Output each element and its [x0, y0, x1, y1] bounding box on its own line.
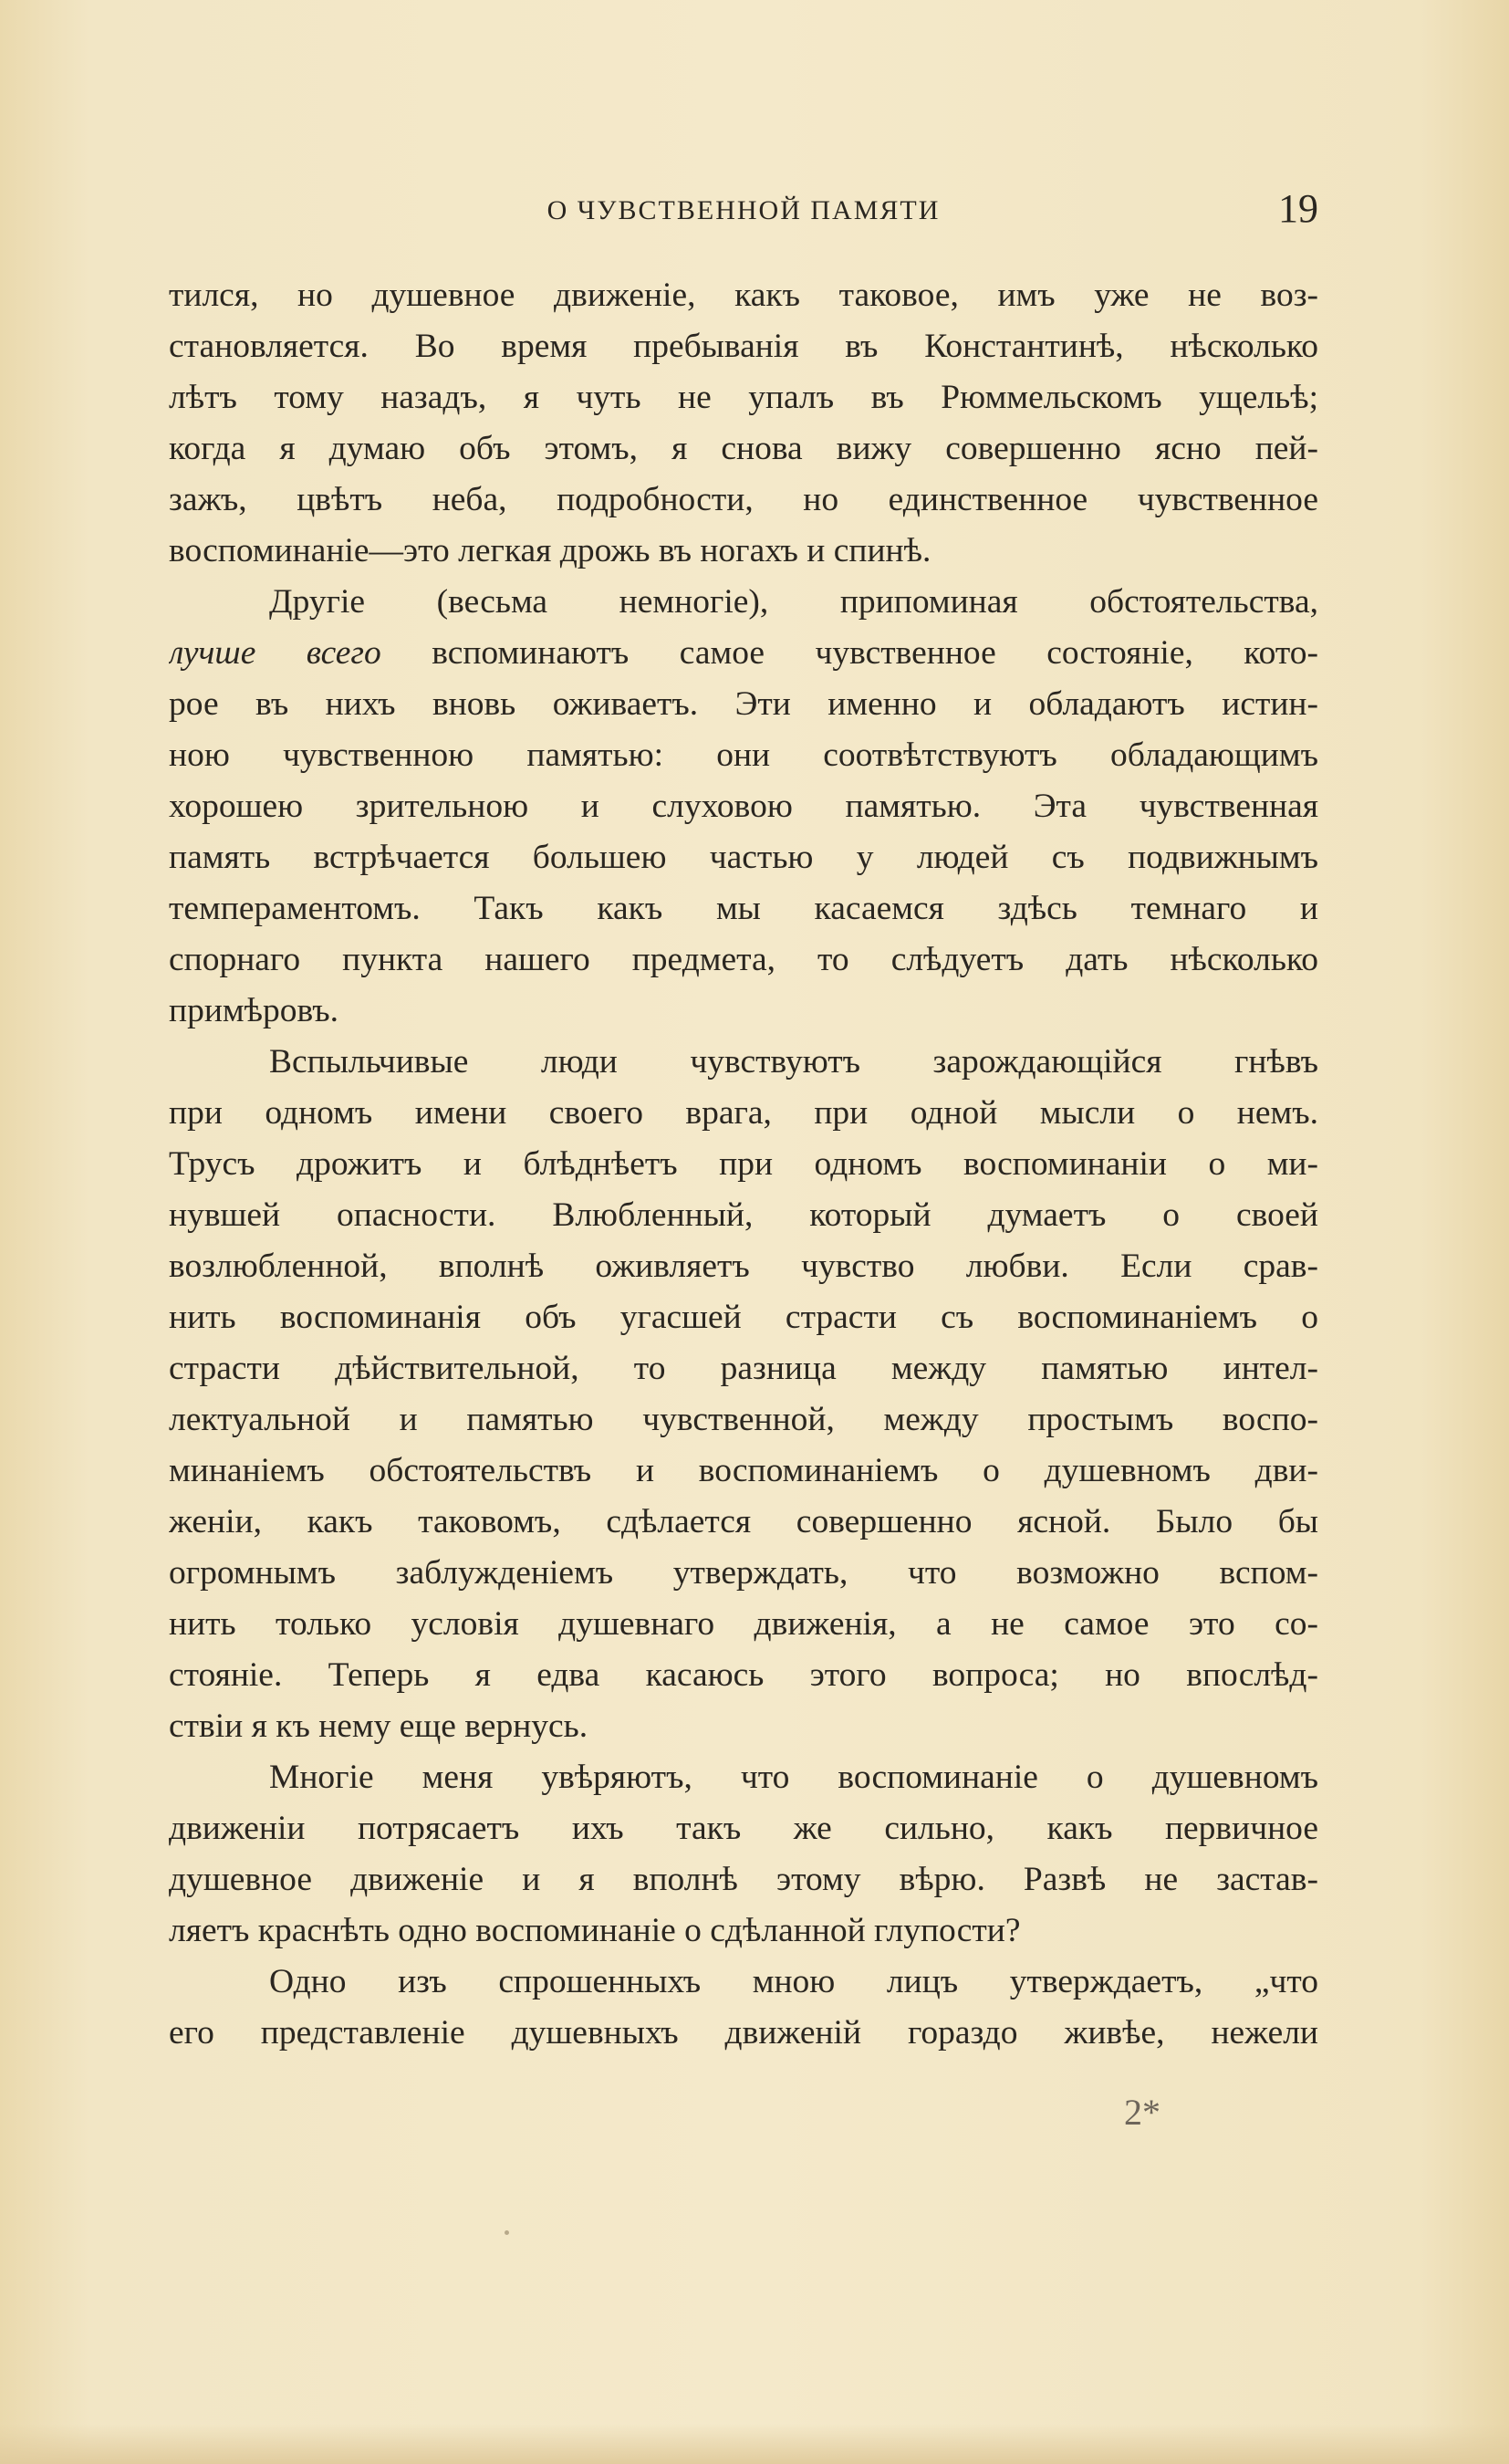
text-line: зажъ, цвѣтъ неба, подробности, но единственное чувственное — [169, 481, 1318, 518]
text-line: нить воспоминанiя объ угасшей страсти съ воспоминанiемъ о — [169, 1299, 1318, 1336]
text-line: тился, но душевное движенiе, какъ таковое, имъ уже не воз- — [169, 277, 1318, 314]
text-line: Одно изъ спрошенныхъ мною лицъ утверждаетъ, „что — [269, 1963, 1318, 2000]
text-line: Трусъ дрожитъ и блѣднѣетъ при одномъ воспоминанiи о ми- — [169, 1145, 1318, 1183]
text-line: его представленiе душевныхъ движенiй гораздо живѣе, нежели — [169, 2014, 1318, 2052]
text-line: при одномъ имени своего врага, при одной мысли о немъ. — [169, 1094, 1318, 1132]
text-line: Другiе (весьма немногiе), припоминая обстоятельства, — [269, 583, 1318, 621]
text-line: страсти дѣйствительной, то разница между памятью интел- — [169, 1350, 1318, 1387]
text-line: возлюбленной, вполнѣ оживляетъ чувство любви. Если срав- — [169, 1248, 1318, 1285]
text-line: стоянiе. Теперь я едва касаюсь этого вопроса; но впослѣд- — [169, 1656, 1318, 1694]
signature-mark: 2* — [1124, 2092, 1160, 2133]
text-line: ствiи я къ нему еще вернусь. — [169, 1707, 588, 1745]
paper-speck — [505, 2230, 509, 2235]
text-line-with-italic — [169, 628, 1318, 679]
text-line: Многiе меня увѣряютъ, что воспоминанiе о душевномъ — [269, 1759, 1318, 1796]
text-line: женiи, какъ таковомъ, сдѣлается совершенно ясной. Было бы — [169, 1503, 1318, 1540]
text-line: хорошею зрительною и слуховою памятью. Эта чувственная — [169, 788, 1318, 825]
text-line: лѣтъ тому назадъ, я чуть не упалъ въ Рюммельскомъ ущельѣ; — [169, 379, 1318, 416]
text-line: когда я думаю объ этомъ, я снова вижу совершенно ясно пей- — [169, 430, 1318, 467]
text-line: движенiи потрясаетъ ихъ такъ же сильно, какъ первичное — [169, 1810, 1318, 1847]
page-header — [169, 188, 1318, 234]
text-line: ляетъ краснѣть одно воспоминанiе о сдѣланной глупости? — [169, 1912, 1021, 1949]
running-title: О ЧУВСТВЕННОЙ ПАМЯТИ — [546, 195, 941, 225]
body-text — [169, 270, 1318, 2059]
text-line: рое въ нихъ вновь оживаетъ. Эти именно и обладаютъ истин- — [169, 685, 1318, 723]
text-line: лектуальной и памятью чувственной, между простымъ воспо- — [169, 1401, 1318, 1438]
text-line-rest: вспоминаютъ самое чувственное состоянiе, кото- — [432, 634, 1318, 672]
text-line: нить только условiя душевнаго движенiя, а не самое это со- — [169, 1605, 1318, 1643]
text-line: становляется. Во время пребыванiя въ Константинѣ, нѣсколько — [169, 328, 1318, 365]
text-line: нувшей опасности. Влюбленный, который думаетъ о своей — [169, 1196, 1318, 1234]
text-line: душевное движенiе и я вполнѣ этому вѣрю. Развѣ не застав- — [169, 1861, 1318, 1898]
text-line: спорнаго пункта нашего предмета, то слѣдуетъ дать нѣсколько — [169, 941, 1318, 978]
text-line: ною чувственною памятью: они соотвѣтствуютъ обладающимъ — [169, 736, 1318, 774]
page-edge-shadow — [0, 2424, 1509, 2464]
text-line: огромнымъ заблужденiемъ утверждать, что возможно вспом- — [169, 1554, 1318, 1592]
text-line: Вспыльчивые люди чувствуютъ зарождающiйся гнѣвъ — [269, 1043, 1318, 1081]
italic-phrase: лучше всего — [169, 634, 381, 672]
page-number: 19 — [1278, 186, 1318, 231]
text-line: темпераментомъ. Такъ какъ мы касаемся здѣсь темнаго и — [169, 890, 1318, 927]
text-line: воспоминанiе—это легкая дрожь въ ногахъ и спинѣ. — [169, 532, 931, 569]
text-line: примѣровъ. — [169, 992, 339, 1029]
text-line: минанiемъ обстоятельствъ и воспоминанiемъ о душевномъ дви- — [169, 1452, 1318, 1489]
text-line: память встрѣчается большею частью у людей съ подвижнымъ — [169, 839, 1318, 876]
